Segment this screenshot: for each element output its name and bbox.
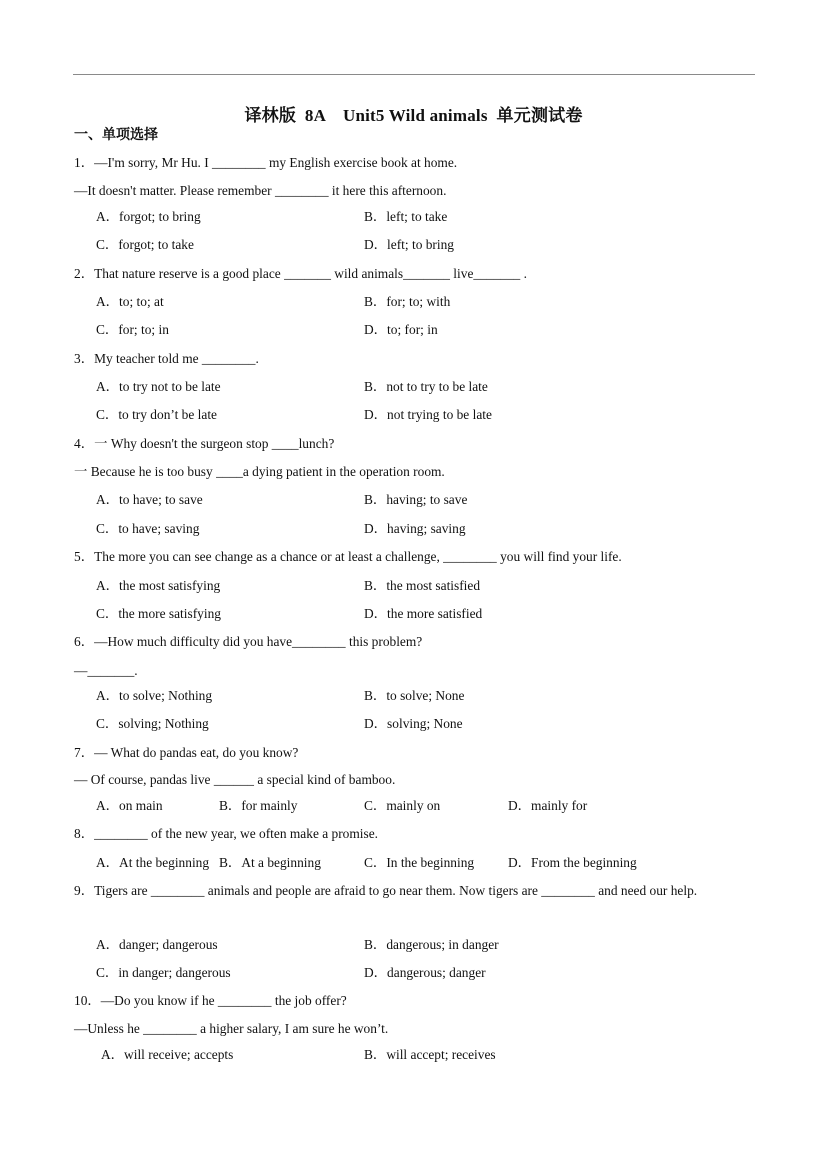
question-6-option-b: B．to solve; None <box>364 688 465 703</box>
question-8-option-d: D．From the beginning <box>508 855 637 870</box>
question-1-option-d: D．left; to bring <box>364 237 455 252</box>
question-5-stem: 5．The more you can see change as a chance or at least a challenge, ________ you will find your life. <box>74 549 622 564</box>
question-3-option-b: B．not to try to be late <box>364 379 488 394</box>
question-4-option-b: B．having; to save <box>364 492 468 507</box>
question-5-option-d: D．the more satisfied <box>364 606 483 621</box>
question-9-option-d: D．dangerous; danger <box>364 965 486 980</box>
question-4-stem: 4．一 Why doesn't the surgeon stop ____lunch? <box>74 436 335 451</box>
question-7-option-b: B．for mainly <box>219 798 298 813</box>
page-title: 译林版 8A Unit5 Wild animals 单元测试卷 <box>244 106 583 125</box>
question-8-option-c: C．In the beginning <box>364 855 475 870</box>
question-4-option-d: D．having; saving <box>364 521 466 536</box>
question-8-option-a: A．At the beginning <box>96 855 210 870</box>
question-5-option-a: A．the most satisfying <box>96 578 221 593</box>
question-1-option-c: C．forgot; to take <box>96 237 194 252</box>
question-8-option-b: B．At a beginning <box>219 855 321 870</box>
question-2-option-b: B．for; to; with <box>364 294 451 309</box>
question-2-stem: 2．That nature reserve is a good place _______ wild animals_______ live_______ . <box>74 266 527 281</box>
question-7-option-a: A．on main <box>96 798 163 813</box>
question-3-option-d: D．not trying to be late <box>364 407 492 422</box>
header-rule <box>73 74 755 75</box>
question-10-option-a: A．will receive; accepts <box>101 1047 234 1062</box>
question-3-stem: 3．My teacher told me ________. <box>74 351 259 366</box>
question-9-option-b: B．dangerous; in danger <box>364 937 499 952</box>
question-10-option-b: B．will accept; receives <box>364 1047 496 1062</box>
question-7-option-c: C．mainly on <box>364 798 441 813</box>
question-3-option-c: C．to try don’t be late <box>96 407 217 422</box>
question-1-option-b: B．left; to take <box>364 209 448 224</box>
question-9-stem: 9．Tigers are ________ animals and people are afraid to go near them. Now tigers are ________ and need our help. <box>74 883 698 898</box>
question-8-stem: 8．________ of the new year, we often make a promise. <box>74 826 379 841</box>
question-6-option-d: D．solving; None <box>364 716 463 731</box>
question-1-reply: —It doesn't matter. Please remember ________ it here this afternoon. <box>74 183 447 198</box>
question-2-option-c: C．for; to; in <box>96 322 169 337</box>
question-7-stem: 7．— What do pandas eat, do you know? <box>74 745 299 760</box>
question-7-option-d: D．mainly for <box>508 798 588 813</box>
question-9-option-c: C．in danger; dangerous <box>96 965 231 980</box>
question-6-option-a: A．to solve; Nothing <box>96 688 213 703</box>
question-4-option-a: A．to have; to save <box>96 492 203 507</box>
question-1-stem: 1．—I'm sorry, Mr Hu. I ________ my English exercise book at home. <box>74 155 458 170</box>
section-title: 一、单项选择 <box>74 128 158 143</box>
question-2-option-a: A．to; to; at <box>96 294 164 309</box>
question-5-option-b: B．the most satisfied <box>364 578 481 593</box>
question-5-option-c: C．the more satisfying <box>96 606 221 621</box>
question-6-reply: —_______. <box>74 663 138 678</box>
question-9-option-a: A．danger; dangerous <box>96 937 218 952</box>
question-10-stem: 10．—Do you know if he ________ the job offer? <box>74 993 347 1008</box>
question-6-stem: 6．—How much difficulty did you have________ this problem? <box>74 634 423 649</box>
question-4-option-c: C．to have; saving <box>96 521 200 536</box>
question-6-option-c: C．solving; Nothing <box>96 716 209 731</box>
question-4-reply: 一 Because he is too busy ____a dying patient in the operation room. <box>74 464 445 479</box>
question-1-option-a: A．forgot; to bring <box>96 209 201 224</box>
question-3-option-a: A．to try not to be late <box>96 379 221 394</box>
question-2-option-d: D．to; for; in <box>364 322 438 337</box>
question-7-reply: — Of course, pandas live ______ a special kind of bamboo. <box>74 772 396 787</box>
question-10-reply: —Unless he ________ a higher salary, I am sure he won’t. <box>74 1021 389 1036</box>
